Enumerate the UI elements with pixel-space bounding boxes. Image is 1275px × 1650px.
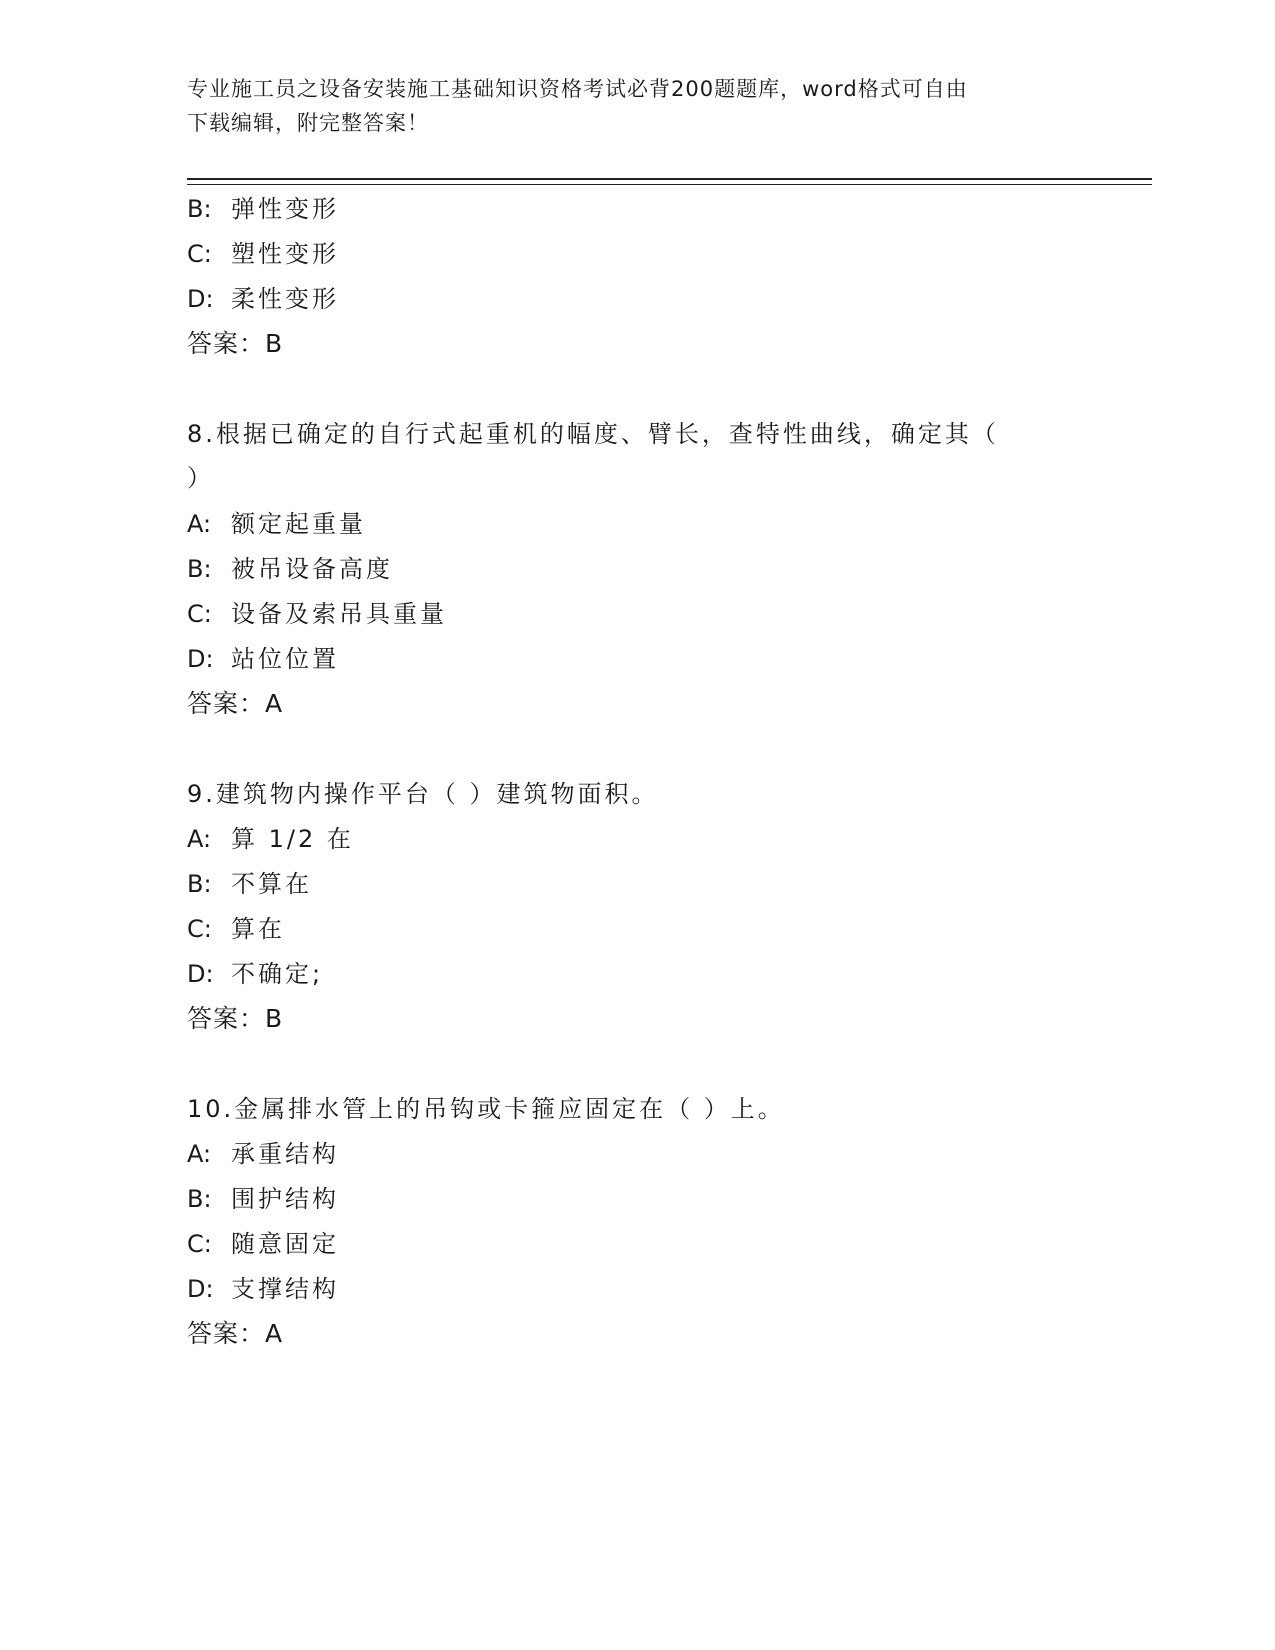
option-text: 设备及索吊具重量 [231,600,447,628]
option-text: 随意固定 [231,1230,339,1258]
answer-label: 答案：B [187,1004,284,1033]
option-key: C: [187,240,212,268]
option-key: B: [187,870,212,898]
option-b [187,869,312,899]
answer-label: 答案：B [187,329,284,358]
option-c [187,599,447,629]
option-text: 围护结构 [231,1185,339,1213]
option-c [187,239,339,269]
option-text: 算在 [231,915,285,943]
header-divider-thick [187,178,1152,180]
option-c [187,914,285,944]
option-text: 塑性变形 [231,240,339,268]
option-text: 被吊设备高度 [231,555,393,583]
option-d [187,644,339,674]
question-8-stem: 8.根据已确定的自行式起重机的幅度、臂长，查特性曲线，确定其（ [187,420,999,448]
option-key: B: [187,1185,212,1213]
option-b [187,194,339,224]
question-8-stem-cont: ） [187,464,214,492]
option-key: D: [187,960,214,988]
option-text: 算 1/2 在 [231,825,354,853]
option-text: 承重结构 [231,1140,339,1168]
option-key: C: [187,600,212,628]
question-10-stem: 10.金属排水管上的吊钩或卡箍应固定在（ ）上。 [187,1095,785,1123]
option-key: D: [187,285,214,313]
option-b [187,1184,339,1214]
option-key: D: [187,645,214,673]
option-a [187,509,366,539]
header-line-2: 下载编辑，附完整答案！ [187,111,429,135]
option-d [187,1274,339,1304]
option-key: A: [187,1140,212,1168]
option-key: A: [187,825,212,853]
option-d [187,959,323,989]
question-9-stem: 9.建筑物内操作平台（ ）建筑物面积。 [187,780,659,808]
option-a [187,824,354,854]
option-d [187,284,339,314]
option-key: C: [187,915,212,943]
option-a [187,1139,339,1169]
header-divider-thin [187,184,1152,185]
option-b [187,554,393,584]
option-key: D: [187,1275,214,1303]
option-text: 站位位置 [231,645,339,673]
document-header [187,72,1067,140]
header-line-1: 专业施工员之设备安装施工基础知识资格考试必背200题题库，word格式可自由 [187,77,968,101]
option-key: A: [187,510,212,538]
option-text: 额定起重量 [231,510,366,538]
option-text: 不确定; [231,960,324,988]
option-key: B: [187,555,212,583]
option-text: 支撑结构 [231,1275,339,1303]
answer-label: 答案：A [187,1319,284,1348]
option-text: 柔性变形 [231,285,339,313]
option-text: 不算在 [231,870,312,898]
option-text: 弹性变形 [231,195,339,223]
option-key: B: [187,195,212,223]
option-c [187,1229,339,1259]
answer-label: 答案：A [187,689,284,718]
option-key: C: [187,1230,212,1258]
